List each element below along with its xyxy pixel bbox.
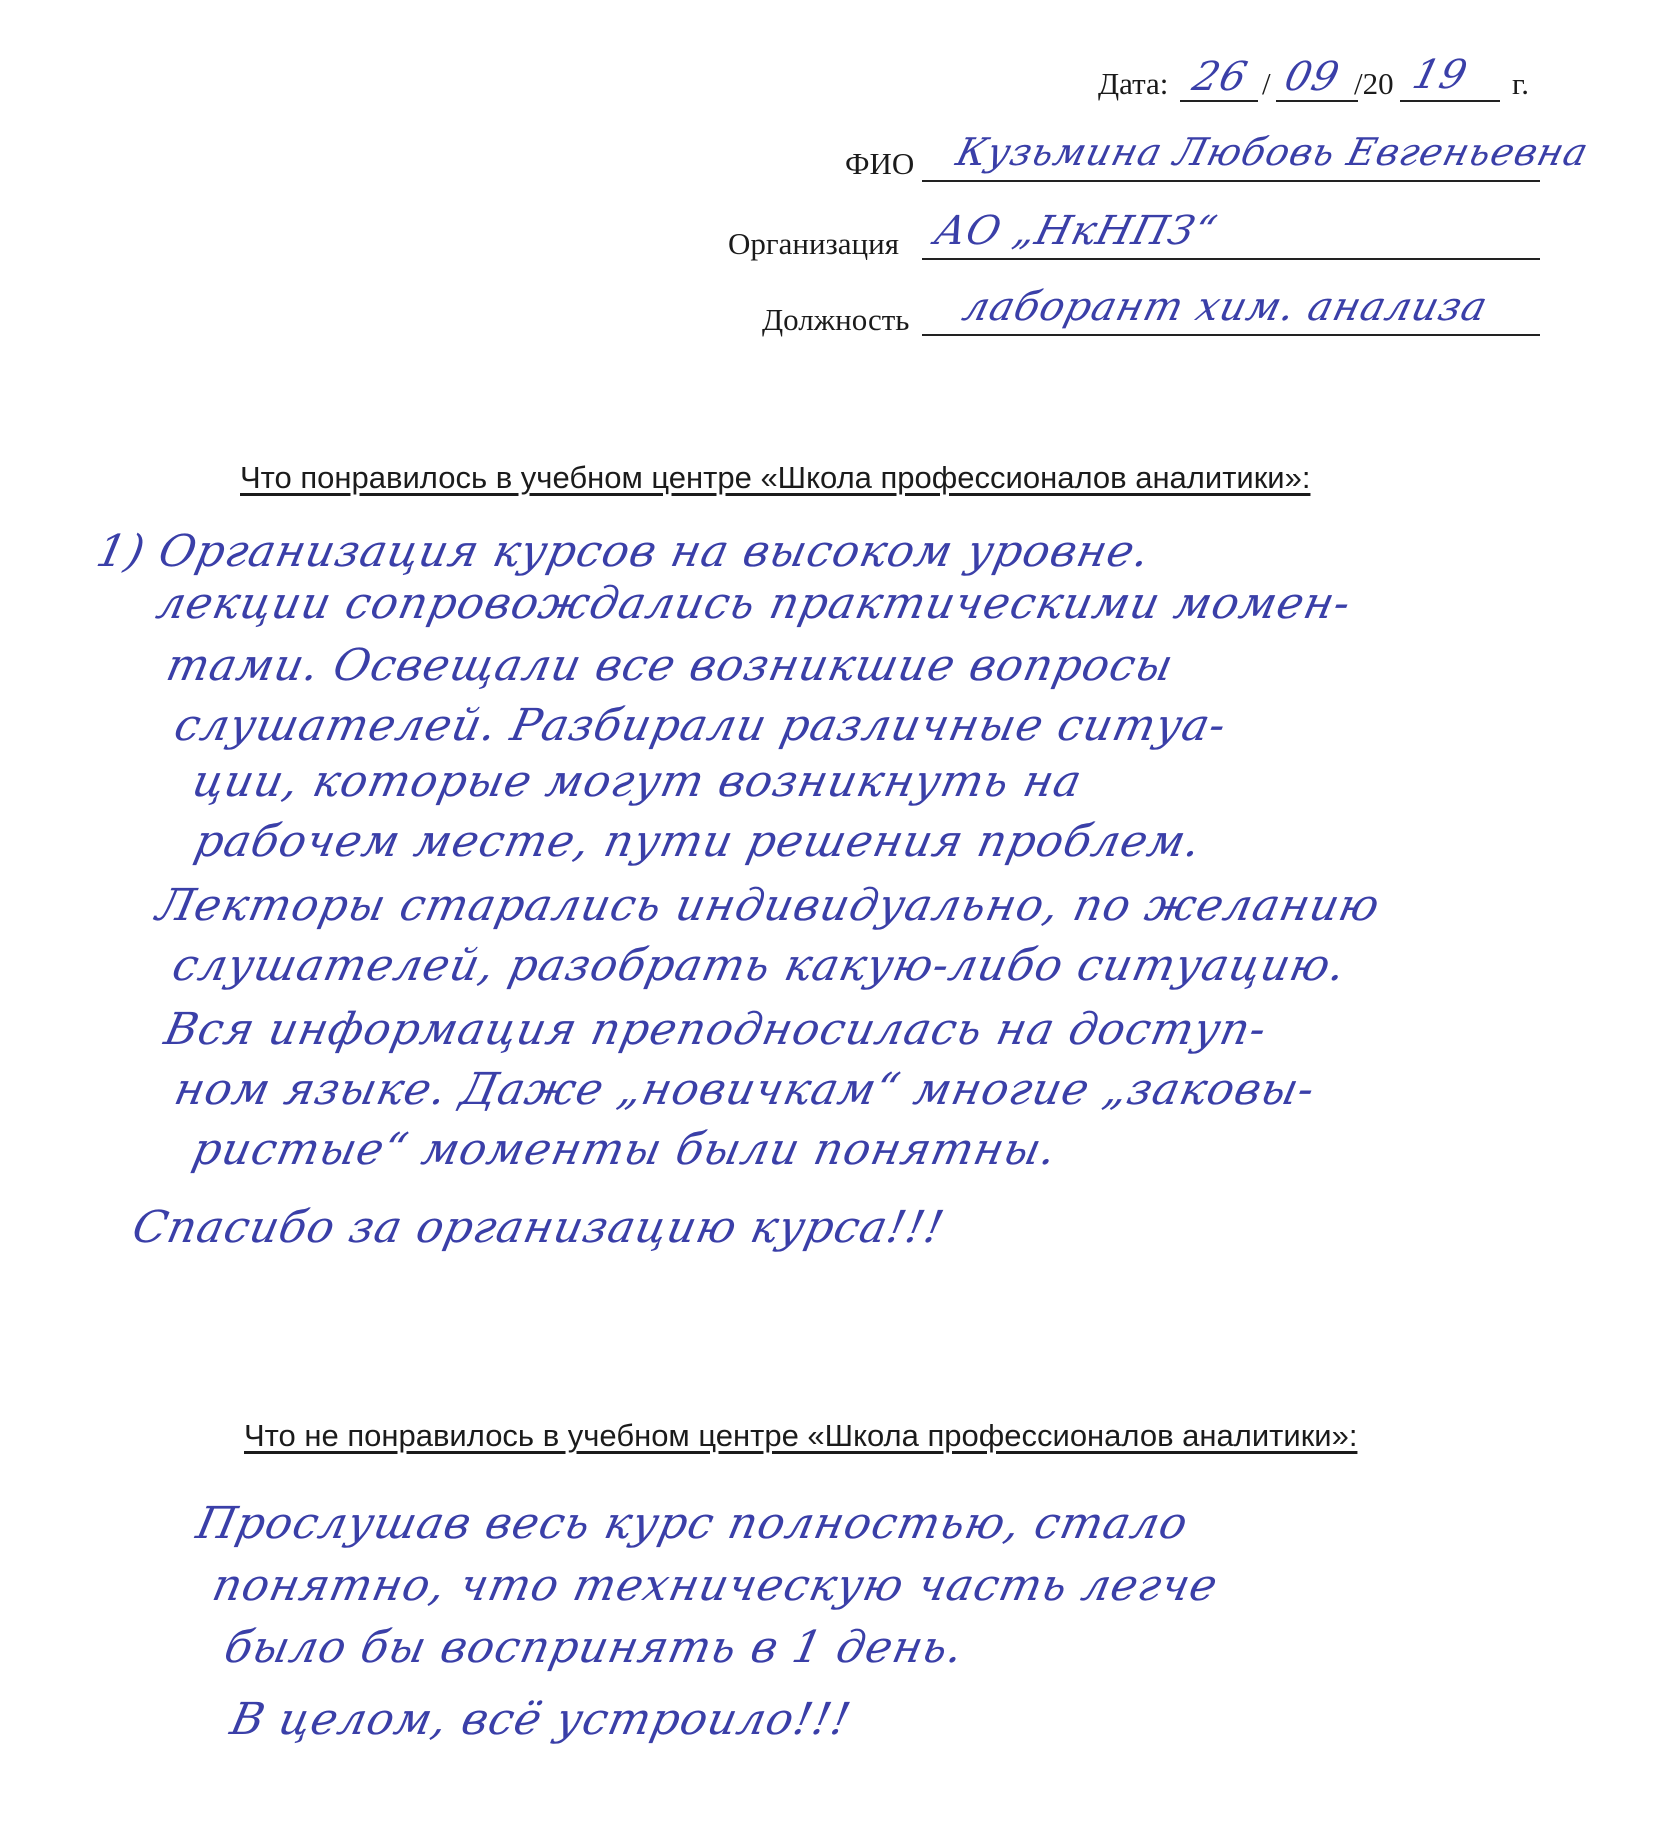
liked-line: лекции сопровождались практическими момен- [152,578,1356,629]
liked-line: 1) Организация курсов на высоком уровне. [92,526,1155,577]
liked-line: слушателей, разобрать какую-либо ситуацию. [168,940,1351,991]
fio-value: Кузьмина Любовь Евгеньевна [952,130,1594,174]
position-value: лаборант хим. анализа [958,284,1493,330]
date-label: Дата: [1098,66,1169,101]
organization-label: Организация [728,226,899,261]
liked-line: ции, которые могут возникнуть на [188,756,1087,807]
liked-line: Спасибо за организацию курса!!! [128,1202,949,1253]
liked-line: тами. Освещали все возникшие вопросы [162,640,1179,691]
liked-line: Лекторы старались индивидуально, по желанию [152,880,1385,931]
position-line [922,334,1540,336]
date-year-line [1400,100,1500,102]
date-month-line [1276,100,1358,102]
date-year-value: 19 [1408,52,1473,98]
disliked-heading: Что не понравилось в учебном центре «Школа профессионалов аналитики»: [244,1418,1358,1453]
date-day-line [1180,100,1258,102]
date-century: /20 [1354,66,1394,101]
liked-line: ном языке. Даже „новичкам“ многие „заковы- [170,1064,1320,1115]
date-sep-1: / [1262,66,1271,101]
date-suffix: г. [1512,66,1529,101]
disliked-line: Прослушав весь курс полностью, стало [192,1498,1193,1549]
liked-line: ристые“ моменты были понятны. [188,1124,1062,1175]
liked-heading: Что понравилось в учебном центре «Школа профессионалов аналитики»: [240,460,1311,495]
position-label: Должность [762,302,910,337]
disliked-line: было бы воспринять в 1 день. [220,1622,969,1673]
organization-line [922,258,1540,260]
disliked-line: понятно, что техническую часть легче [208,1560,1223,1611]
liked-line: Вся информация преподносилась на доступ- [160,1004,1272,1055]
liked-line: рабочем месте, пути решения проблем. [190,816,1207,867]
disliked-line: В целом, всё устроило!!! [226,1694,856,1745]
date-month-value: 09 [1280,54,1345,100]
fio-line [922,180,1540,182]
liked-line: слушателей. Разбирали различные ситуа- [170,700,1232,751]
organization-value: АО „НкНПЗ“ [930,208,1222,254]
date-day-value: 26 [1188,54,1253,100]
fio-label: ФИО [845,146,915,181]
